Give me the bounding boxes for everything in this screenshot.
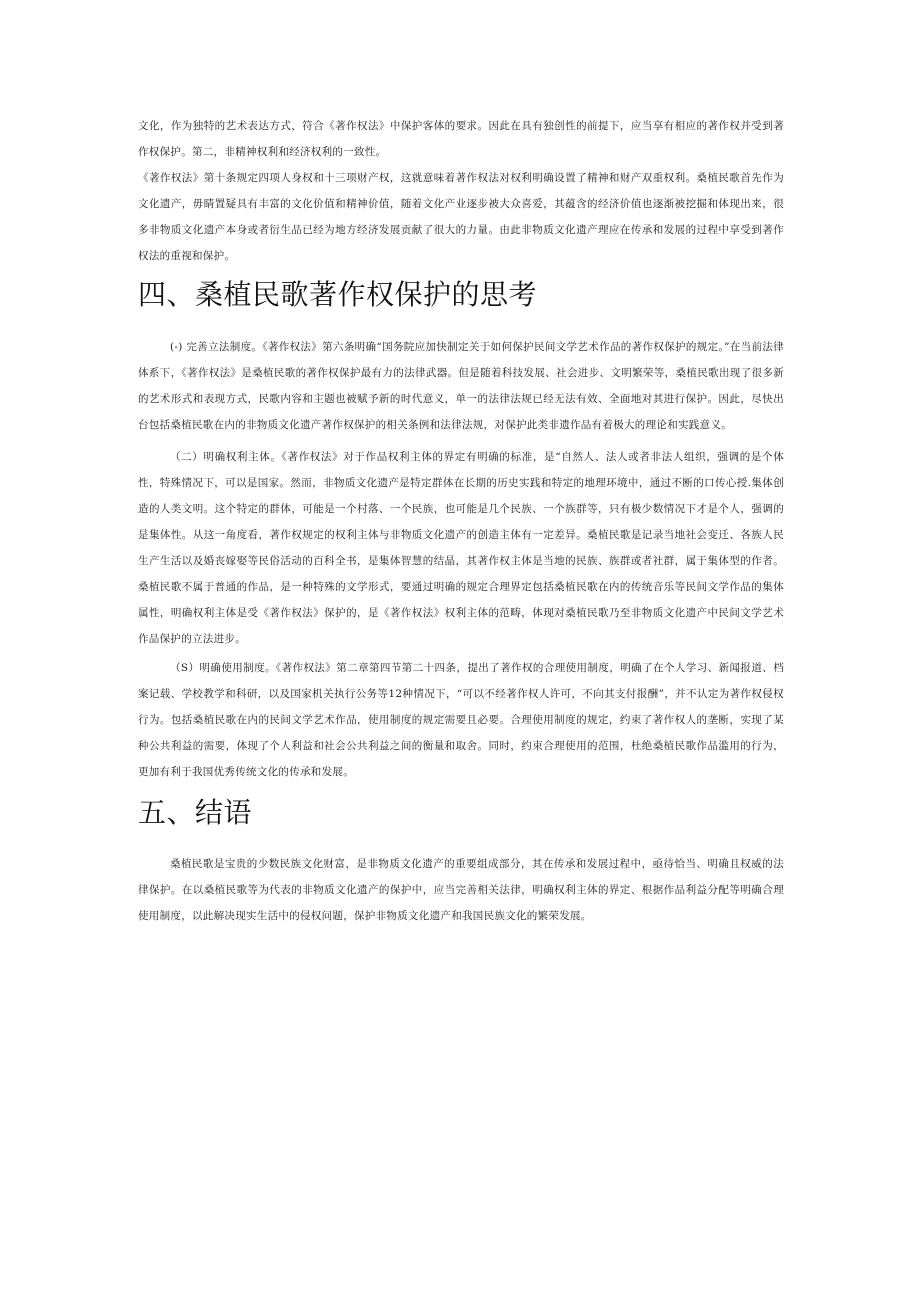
intro-text [138,113,784,269]
section-4-text-3 [138,655,784,785]
section-4-paragraph-3: （S）明确使用制度。《著作权法》第二章第四节第二十四条，提出了著作权的合理使用制度，明确了在个人学习、新闻报道、档案记载、学校教学和科研，以及国家机关执行公务等12种情况下，“可以不经著作权人许可，不向其支付报酬”，并不认定为著作权侵权行为。包括桑植民歌在内的民间文学艺术作品，使用制度的规定需要且必要。合理使用制度的规定，约束了著作权人的垄断，实现了某种公共利益的需要，体现了个人利益和社会公共利益之间的衡量和取舍。同时，约束合理使用的范围，杜绝桑植民歌作品滥用的行为，更加有利于我国优秀传统文化的传承和发展。 [138,662,784,778]
intro-paragraph-2: 《著作权法》第十条规定四项人身权和十三项财产权，这就意味着著作权法对权利明确设置了精神和财产双重权利。桑植民歌首先作为文化遗产，毋睛置疑具有丰富的文化价值和精神价值，随着文化产业逐步被大众喜爱，其蕴含的经济价值也逐渐被挖掘和体现出来，很多非物质文化遗产本身或者衍生品已经为地方经济发展贡献了很大的力量。由此非物质文化遗产理应在传承和发展的过程中享受到著作权法的重视和保护。 [138,172,784,262]
section-5-heading: 五、结语 [138,796,253,829]
section-4-heading: 四、桑植民歌著作权保护的思考 [138,278,538,311]
section-4-paragraph-1: (-) 完善立法制度。《著作权法》第六条明确“国务院应加快制定关于如何保护民间文学艺术作品的著作权保护的规定。”在当前法律体系下，《著作权法》是桑植民歌的著作权保护最有力的法律武器。但是随着科技发展、社会进步、文明繁荣等，桑植民歌出现了很多新的艺术形式和表现方式，民歌内容和主题也被赋予新的时代意义，单一的法律法规已经无法有效、全面地对其进行保护。因此，尽快出台包括桑植民歌在内的非物质文化遗产著作权保护的相关条例和法律法规，对保护此类非遗作品有着极大的理论和实践意义。 [138,341,784,431]
intro-paragraph-1: 文化，作为独特的艺术表达方式，符合《著作权法》中保护客体的要求。因此在具有独创性的前提下，应当享有相应的著作权并受到著作权保护。第二，非精神权利和经济权利的一致性。 [138,120,784,158]
section-5-text [138,851,784,929]
section-4-text-2 [138,444,784,652]
section-5-paragraph-1: 桑植民歌是宝贵的少数民族文化财富，是非物质文化遗产的重要组成部分，其在传承和发展过程中，亟待恰当、明确且权威的法律保护。在以桑植民歌等为代表的非物质文化遗产的保护中，应当完善相关法律，明确权利主体的界定、根据作品利益分配等明确合理使用制度，以此解决现实生活中的侵权问题，保护非物质文化遗产和我国民族文化的繁荣发展。 [138,858,784,922]
section-4-paragraph-2: （二）明确权利主体。《著作权法》对于作品权利主体的界定有明确的标准，是“自然人、法人或者非法人组织，强调的是个体性，特殊情况下，可以是国家。然而，非物质文化遗产是特定群体在长期的历史实践和特定的地理环境中，通过不断的口传心授.集体创造的人类文明。这个特定的群体，可能是一个村落、一个民族，也可能是几个民族、一个族群等，只有极少数情况下才是个人，强调的是集体性。从这一角度看，著作权规定的权利主体与非物质文化遗产的创造主体有一定差异。桑植民歌是记录当地社会变迁、各族人民生产生活以及婚丧嫁娶等民俗活动的百科全书，是集体智慧的结晶，其著作权主体是当地的民族、族群或者社群，属于集体型的作者。桑植民歌不属于普通的作品，是一种特殊的文学形式，要通过明确的规定合理界定包括桑植民歌在内的传统音乐等民间文学作品的集体属性，明确权利主体是受《著作权法》保护的，是《著作权法》权利主体的范畴，体现对桑植民歌乃至非物质文化遗产中民间文学艺术作品保护的立法进步。 [138,451,784,645]
section-4-text [138,334,784,438]
